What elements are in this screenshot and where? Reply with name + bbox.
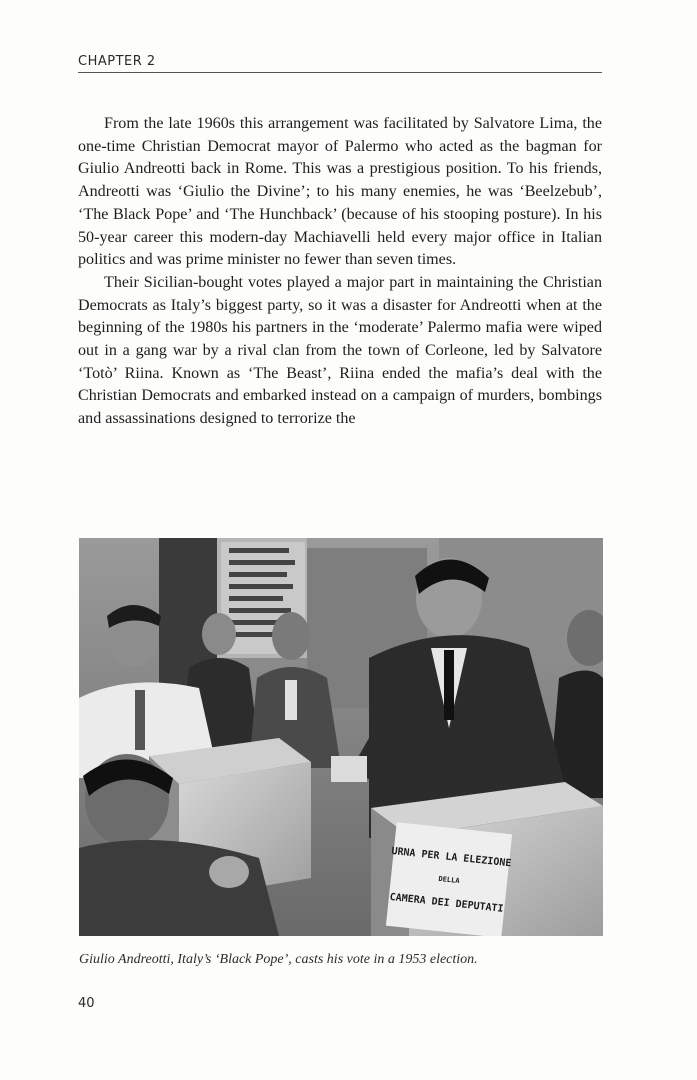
body-text [78, 113, 602, 431]
ballot-sign-line-1: URNA PER LA ELEZIONE [390, 845, 512, 870]
paragraph-1: From the late 1960s this arrangement was facilitated by Salvatore Lima, the one-time Christian Democrat mayor of Palermo who acted as the bagman for Giulio Andreotti back in Rome. This was a prestigious position. To his friends, Andreotti was ‘Giulio the Divine’; to his many enemies, he was ‘Beelzebub’, ‘The Black Pope’ and ‘The Hunchback’ (because of his stooping posture). In his 50-year career this modern-day Machiavelli held every major office in Italian politics and was prime minister no fewer than seven times. [78, 115, 602, 269]
ballot-sign-line-3: CAMERA DEI DEPUTATI [389, 891, 505, 915]
page-number: 40 [78, 996, 95, 1011]
photograph [79, 538, 603, 936]
figure-caption: Giulio Andreotti, Italy’s ‘Black Pope’, casts his vote in a 1953 election. [79, 952, 478, 967]
paragraph-2: Their Sicilian-bought votes played a major part in maintaining the Christian Democrats as Italy’s biggest party, so it was a disaster for Andreotti when at the beginning of the 1980s his partners in the ‘moderate’ Palermo mafia were wiped out in a gang war by a rival clan from the town of Corleone, led by Salvatore ‘Totò’ Riina. Known as ‘The Beast’, Riina ended the mafia’s deal with the Christian Democrats and embarked instead on a campaign of murders, bombings and assassinations designed to terrorize the [78, 273, 602, 428]
running-head: CHAPTER 2 [78, 54, 156, 69]
header-rule [78, 72, 602, 73]
ballot-sign-line-2: DELLA [438, 874, 460, 886]
photo-illustration [79, 538, 603, 936]
